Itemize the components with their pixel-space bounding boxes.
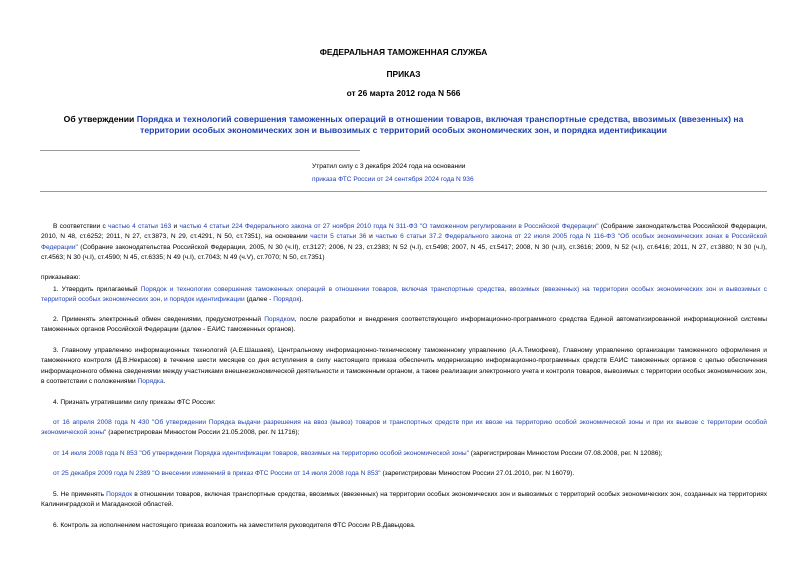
link-order-430[interactable]: от 16 апреля 2008 года N 430 "Об утверждении Порядка выдачи разрешения на ввоз (вывоз) товаров и транспортных средств при их ввозе на территорию особой экономической зоны и при их вывозе с территории особой экономической зоны" [41, 419, 767, 437]
divider-short [40, 150, 360, 151]
status-link[interactable]: приказа ФТС России от 24 сентября 2024 года N 936 [312, 176, 474, 183]
document-title [40, 114, 767, 136]
text: 5. Не применять [53, 491, 107, 498]
text: (зарегистрирован Минюстом России 07.08.2008, рег. N 12086); [468, 450, 663, 457]
text: 2. Применять электронный обмен сведениями, предусмотренный [53, 316, 265, 323]
agency-heading: ФЕДЕРАЛЬНАЯ ТАМОЖЕННАЯ СЛУЖБА [319, 47, 488, 57]
preamble [41, 222, 767, 263]
text: (Собрание законодательства Российской Федерации, 2005, N 30 (ч.II), ст.3127; 2006, N 23, ст.2383; N 52 (ч.I), ст.5498; 2007, N 45, ст.5417; 2008, N 30 (ч.II), ст.3616; 2009, N 52 (ч.I), ст.6416; 2011, N 27, ст.3880; N 30 (ч.I), ст.4563; N 30 (ч.I), ст.4590; N 45, ст.6335; N 49 (ч.I), ст.7043; N 49 (ч.V), ст.7070; N 50, ст.7351) [41, 243, 767, 261]
text: (зарегистрирован Минюстом России 27.01.2010, рег. N 16079). [380, 470, 575, 477]
text: (далее - [244, 296, 274, 304]
text: В соответствии с [53, 223, 109, 230]
link-poryadok-full[interactable]: Порядок и технологии совершения таможенных операций в отношении товаров, включая транспортные средства, ввозимых (ввезенных) на территории особых экономических зон и вывозимых с территорий особых экономических зон, и порядок идентификации [41, 286, 767, 304]
item-4-order-430 [41, 418, 767, 439]
text: и [366, 233, 376, 241]
text: ). [299, 296, 304, 304]
item-6: 6. Контроль за исполнением настоящего приказа возложить на заместителя руководителя ФТС России Р.В.Давыдова. [53, 522, 416, 529]
text: в отношении товаров, включая транспортные средства, ввозимых (ввезенных) на территории особых экономических зон и вывозимых с территорий особых экономических зон, созданных на территориях Калининградской и Магаданской областей. [41, 491, 767, 509]
link-law-116[interactable]: частью 6 статьи 37.2 Федерального закона от 22 июля 2005 года N 116-ФЗ "Об особых экономических зонах в Российской Федерации" [41, 233, 767, 251]
link-poryadok-item5[interactable]: Порядок [106, 491, 133, 498]
item-5 [41, 490, 767, 511]
link-law-116-art36[interactable]: части 5 статьи 36 [310, 233, 367, 241]
link-law-311[interactable]: частью 4 статьи 224 Федерального закона от 27 ноября 2010 года N 311-ФЗ "О таможенном регулировании в Российской Федерации" [179, 223, 599, 230]
order-word: приказываю: [41, 274, 81, 281]
item-2 [41, 315, 767, 336]
item-3 [41, 346, 767, 387]
document-type: ПРИКАЗ [386, 69, 421, 79]
link-law-311-art163[interactable]: частью 4 статьи 163 [108, 223, 172, 230]
item-4-order-853 [41, 449, 767, 459]
text: , после разработки и внедрения соответствующего информационно-программного средства Единой автоматизированной информационной системы таможенных органов Российской Федерации (далее - ЕАИС таможенных органов). [41, 316, 767, 334]
link-poryadka[interactable]: Порядка [137, 377, 164, 385]
item-4-heading: 4. Признать утратившими силу приказы ФТС России: [53, 399, 216, 406]
status-note: Утратил силу с 3 декабря 2024 года на основании [312, 163, 466, 170]
link-order-2389[interactable]: от 25 декабря 2009 года N 2389 "О внесении изменений в приказ ФТС России от 14 июля 2008 года N 853" [53, 470, 381, 477]
title-link[interactable]: Порядка и технологий совершения таможенных операций в отношении товаров, включая транспортные средства, ввозимых (ввезенных) на территории особых экономических зон и вывозимых с территорий особых экономических зон, и порядка идентификации [136, 114, 744, 135]
item-4-order-2389 [41, 469, 767, 479]
text: (Собрание законодательства Российской Федерации, 2010, N 48, ст.6252; 2011, N 27, ст.3873, N 29, ст.4291, N 50, ст.7351), на основании [41, 223, 767, 241]
title-prefix: Об утверждении [63, 114, 137, 124]
text: (зарегистрирован Минюстом России 21.05.2008, рег. N 11716); [106, 429, 300, 437]
text: 3. Главному управлению информационных технологий (А.Е.Шашаев), Центральному информационно-техническому таможенному управлению (А.А.Тимофеев), Главному управлению организации таможенного оформления и таможенного контроля (Д.В.Некрасов) в течение шести месяцев со дня вступления в силу настоящего приказа обеспечить модернизацию информационно-программных средств ЕАИС таможенных органов с целью обеспечения информационного обмена сведениями между участниками внешнеэкономической деятельности и таможенным органом, а также реализации электронного учета и контроля товаров, вывозимых с территории особых экономических зон, в соответствии с положениями [41, 347, 767, 385]
link-order-853[interactable]: от 14 июля 2008 года N 853 "Об утверждении Порядка идентификации товаров, ввозимых на территорию особой экономической зоны" [53, 450, 469, 457]
link-poryadok[interactable]: Порядок [273, 296, 300, 304]
divider-full [40, 191, 767, 192]
text: . [163, 377, 166, 385]
document-date-number: от 26 марта 2012 года N 566 [346, 88, 461, 98]
text: 1. Утвердить прилагаемый [53, 286, 141, 293]
text: и [171, 223, 180, 230]
link-poryadkom[interactable]: Порядком [264, 316, 295, 323]
item-1 [41, 285, 767, 306]
